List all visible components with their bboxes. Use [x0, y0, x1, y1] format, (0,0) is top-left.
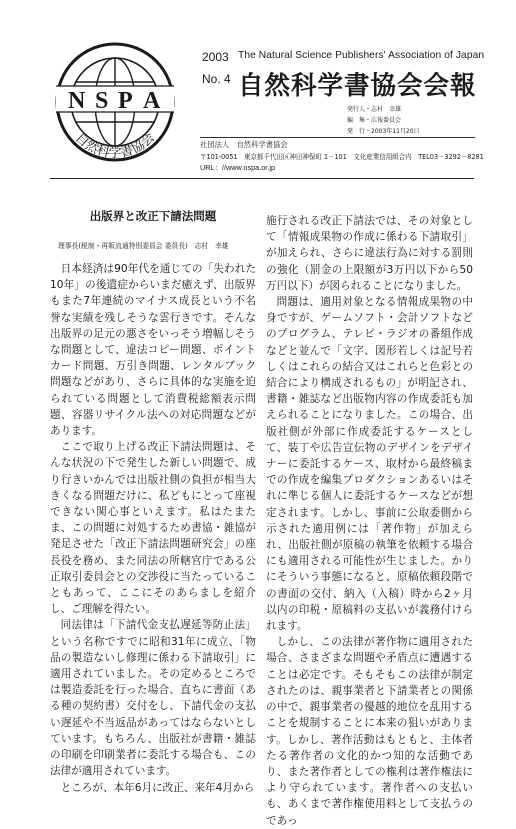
logo-letter-a: A	[143, 88, 161, 114]
nspa-logo-emblem	[50, 40, 180, 165]
paragraph: ここで取り上げる改正下請法問題は、そんな状況の下で発生した新しい問題で、成り行きいかんでは出版社側の負担が相当大きくなる問題だけに、私どもにとって座視できない関心事といえます。私はたまたま、この問題に対処するため書協・雑協が発足させた「改正下請法問題研究会」の座長役を務め、また同法の所轄官庁である公正取引委員会との交渉役に当たっていることもあって、ここにそのあらましを紹介し、ご理解を得たい。	[50, 441, 256, 616]
article-byline: 理事長(税制・再販流通特別委員会 委員長) 志村 幸雄	[58, 242, 229, 250]
paragraph-continued: 施行される改正下請法では、その対象として「情報成果物の作成に係わる下請取引」が加えられ、さらに違法行為に対する罰則の強化（罰金の上限額が3万円以下から50万円以下）が図られることになりました。	[266, 215, 473, 292]
article-column-left	[50, 261, 256, 796]
logo-letter-n: N	[68, 88, 86, 114]
paragraph: 日本経済は90年代を通じての「失われた10年」の後遺症からいまだ癒えず、出版界もまた7年連続のマイナス成長という不名誉な実績を残しそうな雲行きです。そんな出版界の足元の悪さをいっそう増幅しそうな問題として、違法コピー問題、ポイントカード問題、万引き問題、レンタルブック問題などがあり、さらに具体的な実施を迫られている問題として消費税総額表示問題、容器リサイクル法への対応問題などがあります。	[50, 263, 256, 438]
organization-name-english: The Natural Science Publishers' Association of Japan	[238, 50, 485, 61]
nspa-logo	[50, 40, 180, 165]
staff-credits	[347, 104, 420, 137]
article-title: 出版界と改正下請法問題	[89, 209, 217, 223]
issue-year: 2003	[202, 50, 229, 64]
paragraph: 問題は、適用対象となる情報成果物の中身ですが、ゲームソフト・会計ソフトなどのプログラム、テレビ・ラジオの番組作成などと並んで「文字、図形若しくは記号若しくはこれらの結合又はこれらと色彩との結合により構成されるもの」が明記され、書籍・雑誌など出版物内容の作成委託も加えられることになりました。この場合、出版社側が外部に作成委託するケースとして、装丁や広告宣伝物のデザインをデザイナーに委託するケース、取材から最終稿までの作成を編集プロダクションあるいはそれに準じる個人に委託するケースなどが想定されます。しかし、事前に公取委側から示された適用例には「著作物」が加えられ、出版社側が原稿の執筆を依頼する場合にも適用される可能性が生じました。かりにそういう事態になると、原稿依頼段階での書面の交付、納入（入稿）時から2ヶ月以内の印税・原稿料の支払いが義務付けられます。	[266, 296, 473, 633]
issue-number: No. 4	[202, 72, 231, 86]
paragraph: 同法律は「下請代金支払遅延等防止法」という名称ですでに昭和31年に成立、「物品の製造ないし修理に係わる下請取引」に適用されていました。その定めるところでは製造委託を行った場合、直ちに書面（ある種の契約書）交付をし、下請代金の支払い遅延や不当返品があってはならないとしています。もちろん、出版社が書籍・雑誌の印刷を印刷業者に委託する場合も、この法律が適用されています。	[50, 619, 256, 778]
article-column-right	[266, 213, 473, 829]
staff-publisher: 発行人・志村 幸雄	[347, 106, 402, 113]
logo-letter-p: P	[118, 88, 133, 114]
newsletter-title: 自然科学書協会会報	[238, 71, 477, 101]
publisher-url: URL：//www.nspa.or.jp	[200, 163, 276, 172]
masthead-divider	[200, 137, 475, 138]
staff-issue-date: 発 行・2003年11月20日	[347, 128, 420, 135]
header-rule	[50, 178, 474, 179]
publisher-address: 〒101-0051 東京都千代田区神田神保町 1－101 文化産業信用組合内 TEL03－3292－8281	[200, 153, 484, 161]
paragraph: しかし、この法律が著作物に適用された場合、さまざまな問題や矛盾点に遭遇することは必定です。そもそもこの法律が制定されたのは、親事業者と下請業者との関係の中で、親事業者の優越的地位を乱用することを規制することに本来の狙いがあります。しかし、著作活動はもともと、主体者たる著作者の文化的かつ知的な活動であり、また著作者としての権利は著作権法により守られています。著作者への支払いも、あくまで著作権使用料として支払うのであっ	[266, 636, 473, 827]
logo-arc-textpath: 自然科学書協会	[72, 130, 158, 161]
staff-editor: 編 集・広報委員会	[347, 117, 402, 124]
logo-letter-s: S	[95, 88, 109, 114]
publisher-name: 社団法人 自然科学書協会	[200, 140, 288, 149]
paragraph: ところが、本年6月に改正、来年4月から	[60, 781, 255, 794]
